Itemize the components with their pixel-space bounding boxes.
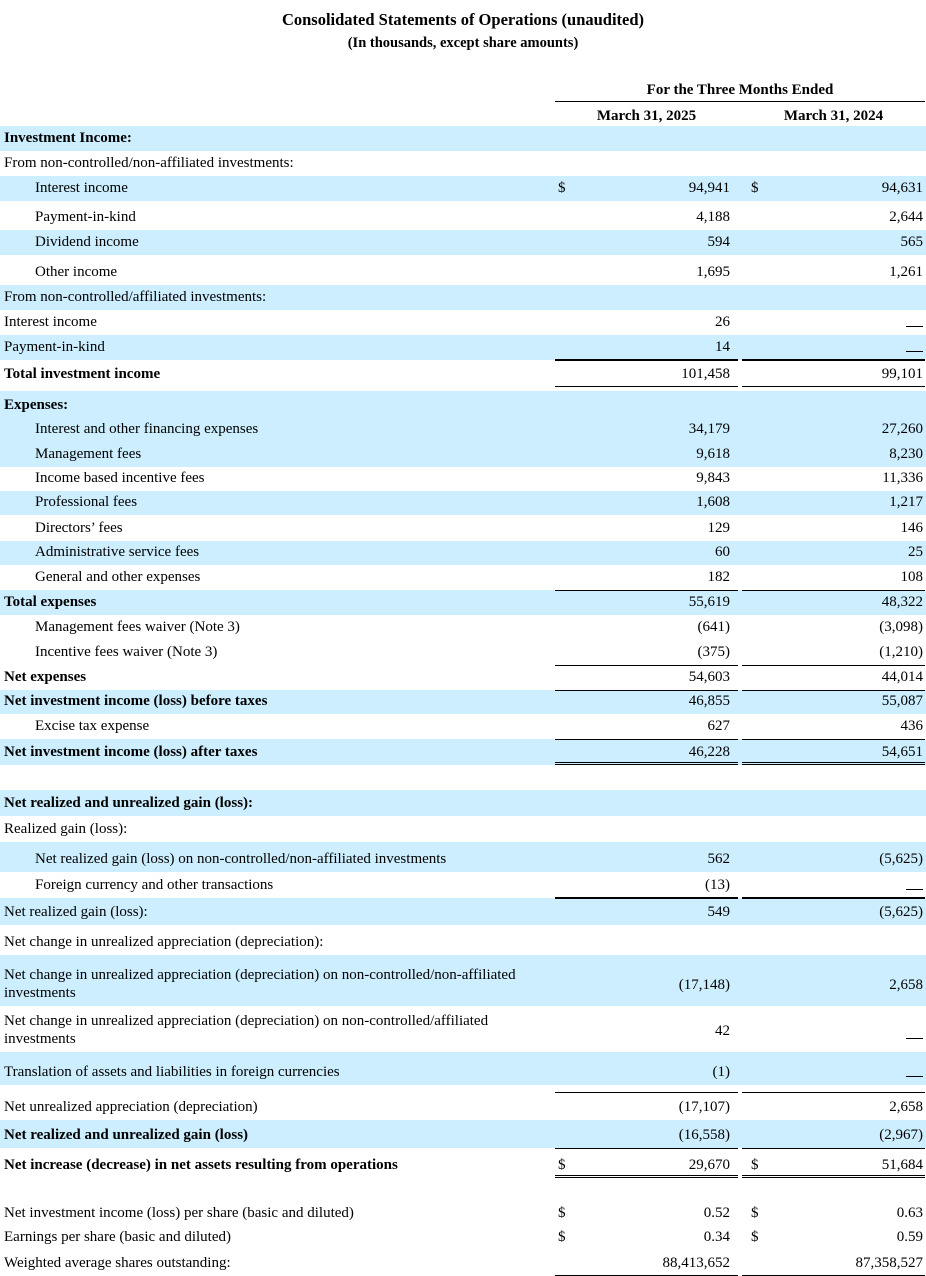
row-label: Investment Income: xyxy=(4,130,132,146)
total-rule xyxy=(555,590,738,591)
value-2024: 565 xyxy=(900,234,923,250)
value-2025: 29,670 xyxy=(688,1157,730,1173)
value-2025: (17,107) xyxy=(678,1099,730,1115)
value-2025: 182 xyxy=(707,569,730,585)
value-2024: 2,658 xyxy=(889,1099,923,1115)
value-2024: (5,625) xyxy=(879,904,923,920)
value-2024: 436 xyxy=(900,718,923,734)
table-row xyxy=(0,1007,926,1052)
row-label: Realized gain (loss): xyxy=(4,821,128,837)
currency-symbol-2025: $ xyxy=(558,180,566,196)
value-2024: 25 xyxy=(908,544,923,560)
table-row xyxy=(0,391,926,418)
table-row xyxy=(0,360,926,387)
header-rule xyxy=(555,101,925,102)
value-2024: 0.59 xyxy=(896,1229,923,1245)
value-2024 xyxy=(906,326,923,328)
value-2025: (13) xyxy=(705,877,730,893)
value-2024: 108 xyxy=(900,569,923,585)
row-label: Earnings per share (basic and diluted) xyxy=(4,1229,231,1245)
value-2024 xyxy=(906,889,923,891)
table-row xyxy=(0,126,926,151)
row-label: Directors’ fees xyxy=(35,520,123,536)
total-rule xyxy=(742,898,925,899)
row-label: Payment-in-kind xyxy=(4,339,105,355)
total-rule xyxy=(742,690,925,691)
table-row xyxy=(0,310,926,335)
value-2024: 8,230 xyxy=(889,446,923,462)
value-2025: 88,413,652 xyxy=(662,1255,730,1271)
value-2025: 34,179 xyxy=(688,421,730,437)
row-label: Net realized and unrealized gain (loss) xyxy=(4,1127,249,1143)
value-2025: 594 xyxy=(707,234,730,250)
row-label: Net expenses xyxy=(4,669,87,685)
row-label: From non-controlled/non-affiliated investments: xyxy=(4,155,294,171)
table-row xyxy=(0,255,926,285)
table-row xyxy=(0,640,926,665)
row-label: Net realized and unrealized gain (loss): xyxy=(4,795,254,811)
table-row xyxy=(0,898,926,925)
value-2024: (2,967) xyxy=(879,1127,923,1143)
total-rule xyxy=(555,690,738,691)
row-label: From non-controlled/affiliated investments: xyxy=(4,289,267,305)
table-row xyxy=(0,665,926,690)
value-2024 xyxy=(906,1038,923,1040)
value-2024: 2,658 xyxy=(889,977,923,993)
total-rule xyxy=(555,762,738,765)
value-2025: (17,148) xyxy=(678,977,730,993)
row-label: Management fees waiver (Note 3) xyxy=(35,619,240,635)
row-label: Net realized gain (loss): xyxy=(4,904,148,920)
row-label: Foreign currency and other transactions xyxy=(35,877,274,893)
total-rule xyxy=(742,665,925,666)
value-2024: 27,260 xyxy=(881,421,923,437)
total-rule xyxy=(555,386,738,387)
value-2025: 9,618 xyxy=(696,446,730,462)
total-rule xyxy=(742,739,925,740)
value-2025: 54,603 xyxy=(688,669,730,685)
total-rule xyxy=(742,762,925,765)
table-row xyxy=(0,1052,926,1085)
row-label: Management fees xyxy=(35,446,142,462)
value-2024 xyxy=(906,1076,923,1078)
table-row xyxy=(0,467,926,491)
value-2024: (1,210) xyxy=(879,644,923,660)
value-2024: 1,217 xyxy=(889,494,923,510)
value-2024: 51,684 xyxy=(881,1157,923,1173)
total-rule xyxy=(742,360,925,361)
table-row xyxy=(0,516,926,541)
table-row xyxy=(0,790,926,816)
currency-symbol-2024: $ xyxy=(751,1229,759,1245)
table-row xyxy=(0,335,926,360)
value-2024: 54,651 xyxy=(881,744,923,760)
value-2025: 1,695 xyxy=(696,264,730,280)
value-2024: 87,358,527 xyxy=(855,1255,923,1271)
column-header-2024: March 31, 2024 xyxy=(783,108,884,124)
total-rule xyxy=(742,1175,925,1178)
value-2025: 562 xyxy=(707,851,730,867)
value-2025: (375) xyxy=(697,644,730,660)
table-row xyxy=(0,714,926,739)
value-2025: 549 xyxy=(707,904,730,920)
row-label: Interest income xyxy=(4,314,97,330)
table-row xyxy=(0,955,926,1006)
total-rule xyxy=(742,1148,925,1149)
value-2025: 46,855 xyxy=(688,693,730,709)
value-2024: 0.63 xyxy=(896,1205,923,1221)
total-rule xyxy=(555,1092,738,1093)
table-row xyxy=(0,151,926,176)
row-label: Professional fees xyxy=(35,494,138,510)
row-label: Administrative service fees xyxy=(35,544,200,560)
table-row xyxy=(0,565,926,590)
total-rule xyxy=(742,1092,925,1093)
table-row xyxy=(0,442,926,467)
row-label: Other income xyxy=(35,264,118,280)
value-2025: 1,608 xyxy=(696,494,730,510)
table-row xyxy=(0,541,926,565)
total-rule xyxy=(555,739,738,740)
currency-symbol-2024: $ xyxy=(751,1205,759,1221)
table-row xyxy=(0,1120,926,1148)
table-row xyxy=(0,816,926,842)
value-2024: 146 xyxy=(900,520,923,536)
row-label: Net change in unrealized appreciation (depreciation) on non-controlled/non-affiliated investments xyxy=(4,967,516,1001)
value-2024: (3,098) xyxy=(879,619,923,635)
currency-symbol-2024: $ xyxy=(751,1157,759,1173)
table-row xyxy=(0,1092,926,1120)
value-2025: 129 xyxy=(707,520,730,536)
total-rule xyxy=(555,360,738,361)
currency-symbol-2025: $ xyxy=(558,1205,566,1221)
value-2025: 0.52 xyxy=(703,1205,730,1221)
row-label: Translation of assets and liabilities in foreign currencies xyxy=(4,1064,340,1080)
value-2025: 46,228 xyxy=(688,744,730,760)
column-header-2025: March 31, 2025 xyxy=(596,108,697,124)
row-label: Total expenses xyxy=(4,594,97,610)
currency-symbol-2025: $ xyxy=(558,1229,566,1245)
value-2025: 4,188 xyxy=(696,209,730,225)
table-row xyxy=(0,285,926,310)
value-2025: (641) xyxy=(697,619,730,635)
table-row xyxy=(0,842,926,872)
value-2024: 44,014 xyxy=(881,669,923,685)
table-row xyxy=(0,491,926,515)
row-label: Net change in unrealized appreciation (depreciation): xyxy=(4,934,324,950)
row-label: Dividend income xyxy=(35,234,139,250)
row-label: Net change in unrealized appreciation (depreciation) on non-controlled/affiliated investments xyxy=(4,1013,489,1047)
table-row xyxy=(0,1250,926,1276)
value-2025: 9,843 xyxy=(696,470,730,486)
value-2025: 42 xyxy=(715,1023,730,1039)
table-row xyxy=(0,418,926,442)
table-row xyxy=(0,690,926,714)
row-label: Weighted average shares outstanding: xyxy=(4,1255,231,1271)
row-label: Net investment income (loss) after taxes xyxy=(4,744,258,760)
value-2025: 627 xyxy=(707,718,730,734)
value-2025: 14 xyxy=(715,339,730,355)
statement-subtitle: (In thousands, except share amounts) xyxy=(347,35,579,51)
row-label: Net realized gain (loss) on non-controlled/non-affiliated investments xyxy=(35,851,447,867)
row-label: Net increase (decrease) in net assets resulting from operations xyxy=(4,1157,398,1173)
total-rule xyxy=(742,386,925,387)
table-row xyxy=(0,1148,926,1178)
table-row xyxy=(0,176,926,201)
currency-symbol-2024: $ xyxy=(751,180,759,196)
table-row xyxy=(0,590,926,615)
total-rule xyxy=(742,590,925,591)
total-rule xyxy=(555,665,738,666)
row-label: Interest and other financing expenses xyxy=(35,421,259,437)
currency-symbol-2025: $ xyxy=(558,1157,566,1173)
table-row xyxy=(0,1200,926,1226)
total-rule xyxy=(555,898,738,899)
value-2024: 11,336 xyxy=(882,470,923,486)
row-label: Income based incentive fees xyxy=(35,470,205,486)
row-label: Total investment income xyxy=(4,366,161,382)
row-label: Net investment income (loss) before taxes xyxy=(4,693,268,709)
value-2024: 2,644 xyxy=(889,209,923,225)
total-rule xyxy=(555,1175,738,1178)
row-label: Payment-in-kind xyxy=(35,209,136,225)
row-label: Expenses: xyxy=(4,397,69,413)
value-2025: 55,619 xyxy=(688,594,730,610)
value-2024: 99,101 xyxy=(881,366,923,382)
row-label: General and other expenses xyxy=(35,569,201,585)
value-2025: 0.34 xyxy=(703,1229,730,1245)
value-2024: 1,261 xyxy=(889,264,923,280)
value-2024: (5,625) xyxy=(879,851,923,867)
value-2024: 48,322 xyxy=(881,594,923,610)
value-2024: 55,087 xyxy=(881,693,923,709)
table-row xyxy=(0,925,926,955)
table-row xyxy=(0,872,926,898)
table-row xyxy=(0,615,926,640)
row-label: Incentive fees waiver (Note 3) xyxy=(35,644,218,660)
period-group-header: For the Three Months Ended xyxy=(646,82,834,98)
row-label: Net unrealized appreciation (depreciation) xyxy=(4,1099,258,1115)
value-2025: (16,558) xyxy=(678,1127,730,1143)
table-row xyxy=(0,230,926,255)
row-label: Net investment income (loss) per share (basic and diluted) xyxy=(4,1205,354,1221)
total-rule xyxy=(555,1148,738,1149)
value-2025: (1) xyxy=(712,1064,730,1080)
row-label: Interest income xyxy=(35,180,128,196)
value-2024: 94,631 xyxy=(881,180,923,196)
statement-title: Consolidated Statements of Operations (unaudited) xyxy=(281,10,645,29)
table-row xyxy=(0,201,926,230)
row-label: Excise tax expense xyxy=(35,718,150,734)
table-row xyxy=(0,1226,926,1250)
value-2024 xyxy=(906,351,923,353)
value-2025: 60 xyxy=(715,544,730,560)
value-2025: 94,941 xyxy=(688,180,730,196)
value-2025: 26 xyxy=(715,314,730,330)
value-2025: 101,458 xyxy=(681,366,730,382)
